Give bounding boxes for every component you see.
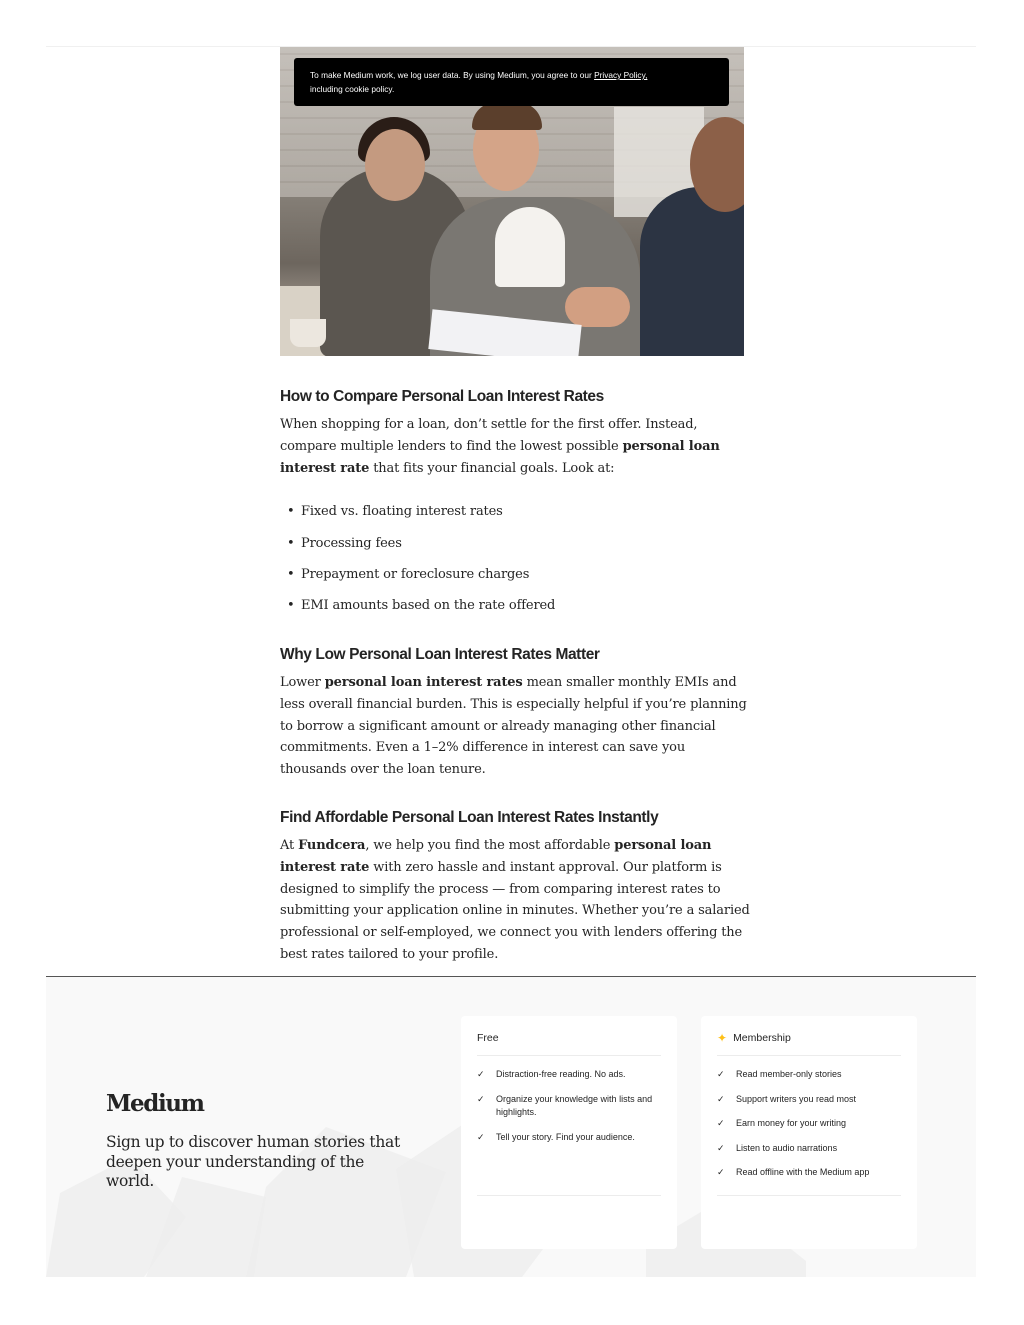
signup-tagline: Sign up to discover human stories that deepen your understanding of the world. [106, 1133, 400, 1190]
list-item: • EMI amounts based on the rate offered [301, 595, 750, 616]
bullet-list [280, 501, 750, 616]
cookie-text-end: including cookie policy. [310, 84, 395, 94]
list-item: • Prepayment or foreclosure charges [301, 564, 750, 585]
star-icon: ✦ [717, 1030, 728, 1045]
check-icon: ✓ [717, 1118, 725, 1128]
section-heading: Why Low Personal Loan Interest Rates Matter [280, 646, 600, 663]
list-item: • Processing fees [301, 533, 750, 554]
free-plan-title: Free [477, 1016, 661, 1056]
article-section-1 [280, 386, 750, 626]
membership-plan-card[interactable] [701, 1016, 917, 1249]
check-icon: ✓ [717, 1167, 725, 1177]
check-icon: ✓ [717, 1142, 725, 1153]
check-icon: ✓ [717, 1093, 725, 1104]
section-paragraph: At Fundcera, we help you find the most affordable personal loan interest rate with zero hassle and instant approval. Our platform is designed to simplify the process — from comparing interest rates to submitting your application online in minutes. Whether you’re a salaried professional or self-employed, we connect you with lenders offering the best rates tailored to your profile. [280, 838, 750, 962]
check-icon: ✓ [477, 1069, 485, 1079]
article-section-2 [280, 644, 750, 781]
plan-feature: ✓ Organize your knowledge with lists and highlights. [477, 1093, 661, 1120]
privacy-policy-link[interactable]: Privacy Policy, [594, 70, 648, 80]
list-item: • Fixed vs. floating interest rates [301, 501, 750, 522]
section-paragraph: Lower personal loan interest rates mean smaller monthly EMIs and less overall financial burden. This is especially helpful if you’re planning to borrow a significant amount or already managing other financial commitments. Even a 1–2% difference in interest can save you thousands over the loan tenure. [280, 675, 747, 778]
section-paragraph: When shopping for a loan, don’t settle for the first offer. Instead, compare multiple lenders to find the lowest possible personal loan interest rate that fits your financial goals. Look at: [280, 417, 720, 476]
section-heading: How to Compare Personal Loan Interest Rates [280, 388, 604, 405]
free-plan-card[interactable] [461, 1016, 677, 1249]
plan-feature: ✓ Earn money for your writing [717, 1117, 901, 1131]
article-section-3 [280, 807, 750, 966]
plan-feature: ✓ Distraction-free reading. No ads. [477, 1068, 661, 1082]
plan-feature: ✓ Tell your story. Find your audience. [477, 1131, 661, 1145]
card-divider [477, 1195, 661, 1196]
cookie-text: To make Medium work, we log user data. By using Medium, you agree to our [310, 70, 595, 80]
check-icon: ✓ [477, 1131, 485, 1142]
check-icon: ✓ [717, 1069, 725, 1079]
plan-feature: ✓ Read member-only stories [717, 1068, 901, 1082]
section-heading: Find Affordable Personal Loan Interest Rates Instantly [280, 809, 659, 826]
cookie-banner [294, 58, 729, 106]
medium-logo[interactable]: Medium [106, 1090, 204, 1117]
plan-feature: ✓ Listen to audio narrations [717, 1142, 901, 1156]
plan-feature: ✓ Support writers you read most [717, 1093, 901, 1107]
membership-plan-title: ✦ Membership [717, 1016, 901, 1056]
plan-feature: ✓ Read offline with the Medium app [717, 1166, 901, 1180]
check-icon: ✓ [477, 1093, 485, 1104]
card-divider [717, 1195, 901, 1196]
